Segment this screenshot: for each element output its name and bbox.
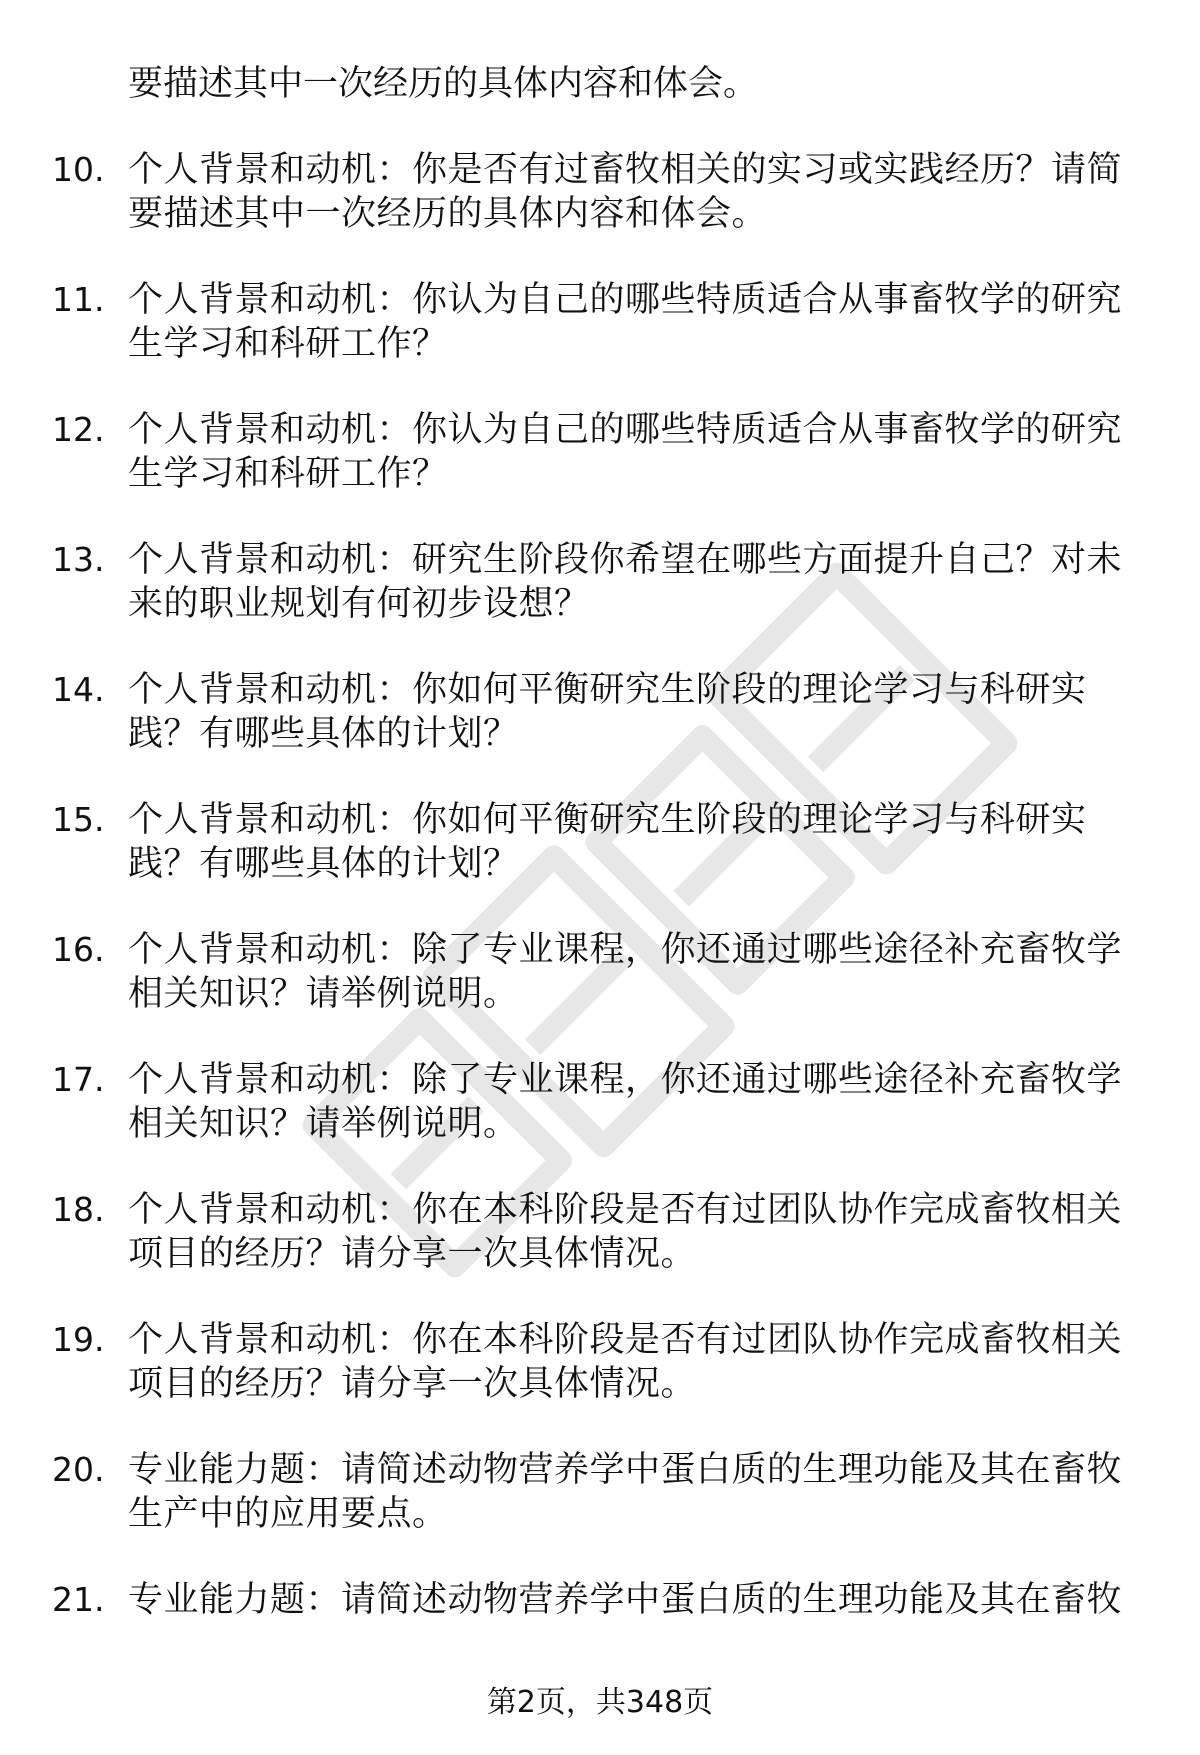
question-number: 11. (52, 280, 105, 319)
question-number: 19. (52, 1320, 105, 1359)
question-number: 15. (52, 800, 105, 839)
question-item (0, 538, 1200, 668)
question-item (0, 928, 1200, 1058)
page-number-footer: 第2页，共348页 (486, 1685, 714, 1720)
question-text: 专业能力题：请简述动物营养学中蛋白质的生理功能及其在畜牧生产中的应用要点。 (128, 1450, 1123, 1534)
question-item (0, 1188, 1200, 1318)
question-text: 个人背景和动机：你在本科阶段是否有过团队协作完成畜牧相关项目的经历？请分享一次具体情况。 (128, 1190, 1123, 1274)
question-text: 个人背景和动机：你如何平衡研究生阶段的理论学习与科研实践？有哪些具体的计划？ (128, 670, 1087, 754)
question-text: 个人背景和动机：你如何平衡研究生阶段的理论学习与科研实践？有哪些具体的计划？ (128, 800, 1087, 884)
question-text: 个人背景和动机：你认为自己的哪些特质适合从事畜牧学的研究生学习和科研工作？ (128, 410, 1123, 494)
question-item (0, 148, 1200, 278)
question-number: 17. (52, 1060, 105, 1099)
question-number: 13. (52, 540, 105, 579)
question-text: 个人背景和动机：除了专业课程，你还通过哪些途径补充畜牧学相关知识？请举例说明。 (128, 930, 1123, 1014)
question-list (0, 148, 1200, 1708)
question-number: 21. (52, 1580, 105, 1619)
question-number: 10. (52, 150, 105, 189)
question-number: 16. (52, 930, 105, 969)
question-item (0, 408, 1200, 538)
question-text: 个人背景和动机：你在本科阶段是否有过团队协作完成畜牧相关项目的经历？请分享一次具体情况。 (128, 1320, 1123, 1404)
question-text: 个人背景和动机：你认为自己的哪些特质适合从事畜牧学的研究生学习和科研工作？ (128, 280, 1123, 364)
question-item (0, 278, 1200, 408)
question-text: 专业能力题：请简述动物营养学中蛋白质的生理功能及其在畜牧 (128, 1580, 1123, 1620)
continued-text-line: 要描述其中一次经历的具体内容和体会。 (128, 64, 759, 104)
question-number: 12. (52, 410, 105, 449)
question-text: 个人背景和动机：研究生阶段你希望在哪些方面提升自己？对未来的职业规划有何初步设想？ (128, 540, 1123, 624)
question-text: 个人背景和动机：除了专业课程，你还通过哪些途径补充畜牧学相关知识？请举例说明。 (128, 1060, 1123, 1144)
question-item (0, 798, 1200, 928)
question-text: 个人背景和动机：你是否有过畜牧相关的实习或实践经历？请简要描述其中一次经历的具体内容和体会。 (128, 150, 1123, 234)
question-item (0, 1448, 1200, 1578)
question-item (0, 1058, 1200, 1188)
question-item (0, 668, 1200, 798)
question-number: 14. (52, 670, 105, 709)
question-number: 18. (52, 1190, 105, 1229)
question-number: 20. (52, 1450, 105, 1489)
question-item (0, 1318, 1200, 1448)
